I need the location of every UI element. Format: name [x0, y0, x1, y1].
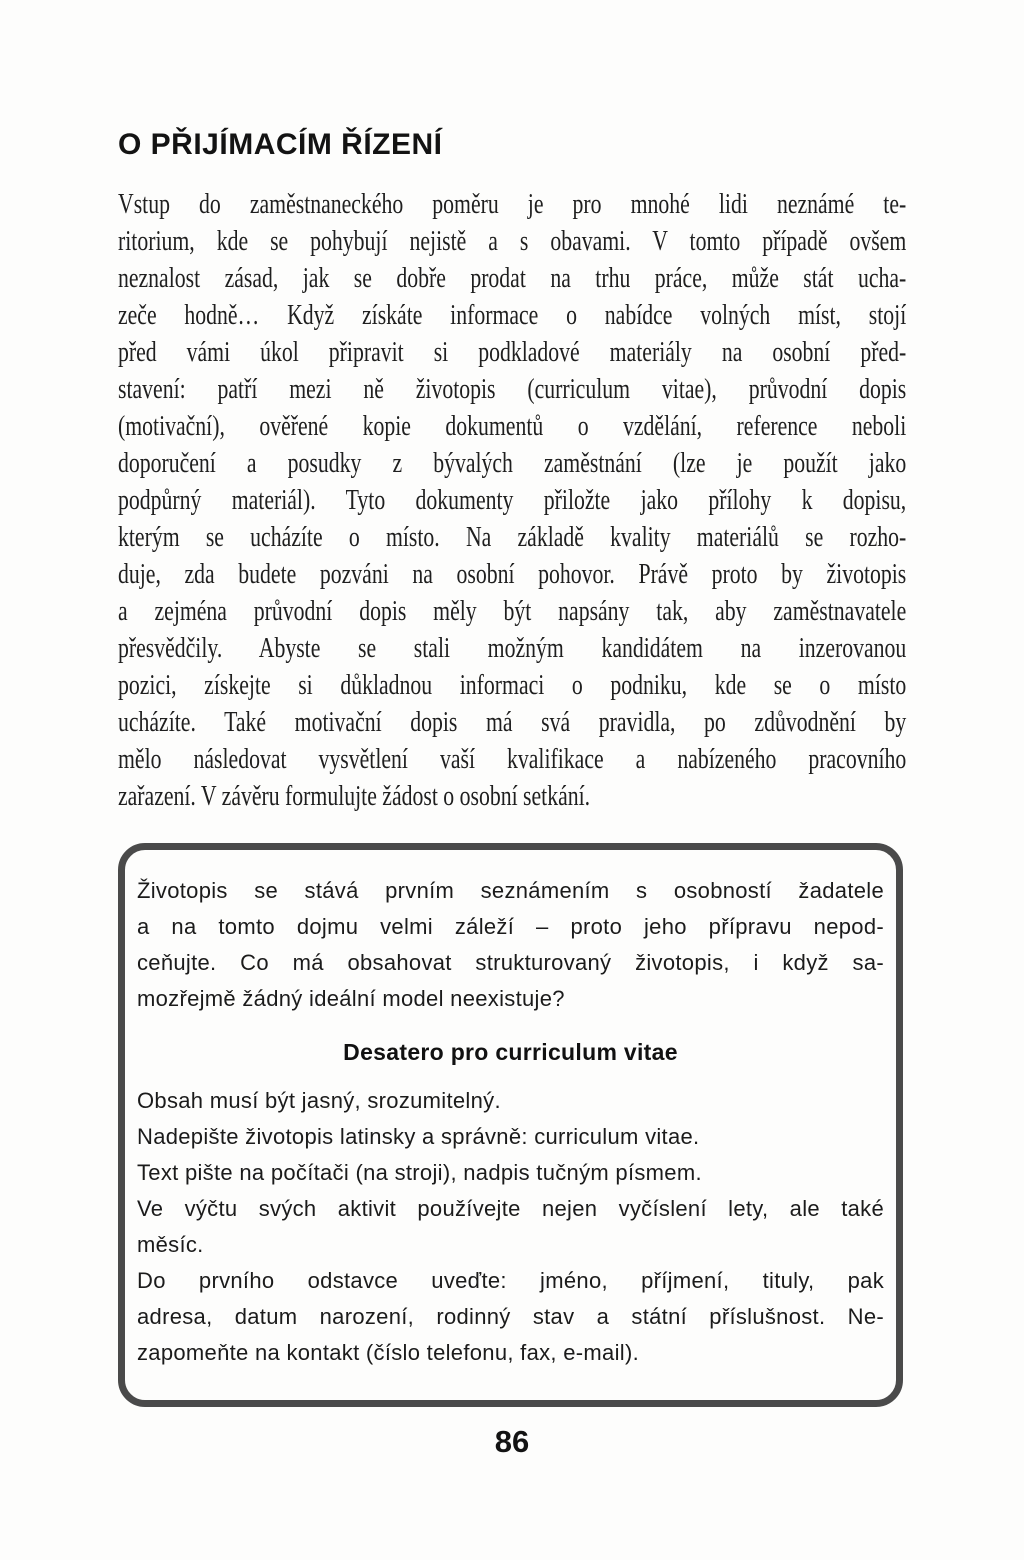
text-line: přesvědčily. Abyste se stali možným kandidátem na inzerovanou — [118, 632, 907, 664]
text-line: Obsah musí být jasný, srozumitelný. — [137, 1088, 501, 1113]
text-line: ucházíte. Také motivační dopis má svá pravidla, po zdůvodnění by — [118, 706, 907, 738]
text-line: pozici, získejte si důkladnou informaci o podniku, kde se o místo — [118, 669, 907, 701]
text-line: doporučení a posudky z bývalých zaměstnání (lze je použít jako — [118, 447, 907, 479]
callout-box — [118, 843, 903, 1407]
text-line: zapomeňte na kontakt (číslo telefonu, fax, e-mail). — [137, 1340, 639, 1365]
text-line: před vámi úkol připravit si podkladové materiály na osobní před- — [118, 336, 907, 368]
text-line: duje, zda budete pozváni na osobní pohovor. Právě proto by životopis — [118, 558, 907, 590]
callout-heading: Desatero pro curriculum vitae — [343, 1039, 678, 1065]
article-paragraph — [118, 186, 906, 815]
page-number: 86 — [494, 1424, 530, 1459]
text-line: zařazení. V závěru formulujte žádost o osobní setkání. — [118, 780, 591, 812]
text-line: (motivační), ověřené kopie dokumentů o vzdělání, reference neboli — [118, 410, 907, 442]
text-line: Ve výčtu svých aktivit používejte nejen vyčíslení lety, ale také — [137, 1196, 884, 1221]
text-line: Vstup do zaměstnaneckého poměru je pro mnohé lidi neznámé te- — [118, 188, 907, 220]
text-line: stavení: patří mezi ně životopis (curriculum vitae), průvodní dopis — [118, 373, 907, 405]
text-line: zeče hodně… Když získáte informace o nabídce volných míst, stojí — [118, 299, 907, 331]
text-line: Životopis se stává prvním seznámením s osobností žadatele — [137, 878, 884, 903]
text-line: podpůrný materiál). Tyto dokumenty přiložte jako přílohy k dopisu, — [118, 484, 907, 516]
text-line: a zejména průvodní dopis měly být napsány tak, aby zaměstnavatele — [118, 595, 907, 627]
text-line: kterým se ucházíte o místo. Na základě kvality materiálů se rozho- — [118, 521, 907, 553]
text-line: neznalost zásad, jak se dobře prodat na trhu práce, může stát ucha- — [118, 262, 907, 294]
callout-intro — [137, 873, 884, 1017]
text-line: a na tomto dojmu velmi záleží – proto jeho přípravu nepod- — [137, 914, 884, 939]
text-line: mozřejmě žádný ideální model neexistuje? — [137, 986, 565, 1011]
text-line: Do prvního odstavce uveďte: jméno, příjmení, tituly, pak — [137, 1268, 884, 1293]
text-line: ceňujte. Co má obsahovat strukturovaný životopis, i když sa- — [137, 950, 884, 975]
text-line: Nadepište životopis latinsky a správně: curriculum vitae. — [137, 1124, 700, 1149]
callout-item-list — [137, 1083, 884, 1371]
article-title: O PŘIJÍMACÍM ŘÍZENÍ — [118, 128, 443, 162]
text-line: měsíc. — [137, 1232, 204, 1257]
text-line: adresa, datum narození, rodinný stav a státní příslušnost. Ne- — [137, 1304, 884, 1329]
text-line: Text pište na počítači (na stroji), nadpis tučným písmem. — [137, 1160, 702, 1185]
text-line: ritorium, kde se pohybují nejistě a s obavami. V tomto případě ovšem — [118, 225, 907, 257]
text-line: mělo následovat vysvětlení vaší kvalifikace a nabízeného pracovního — [118, 743, 907, 775]
